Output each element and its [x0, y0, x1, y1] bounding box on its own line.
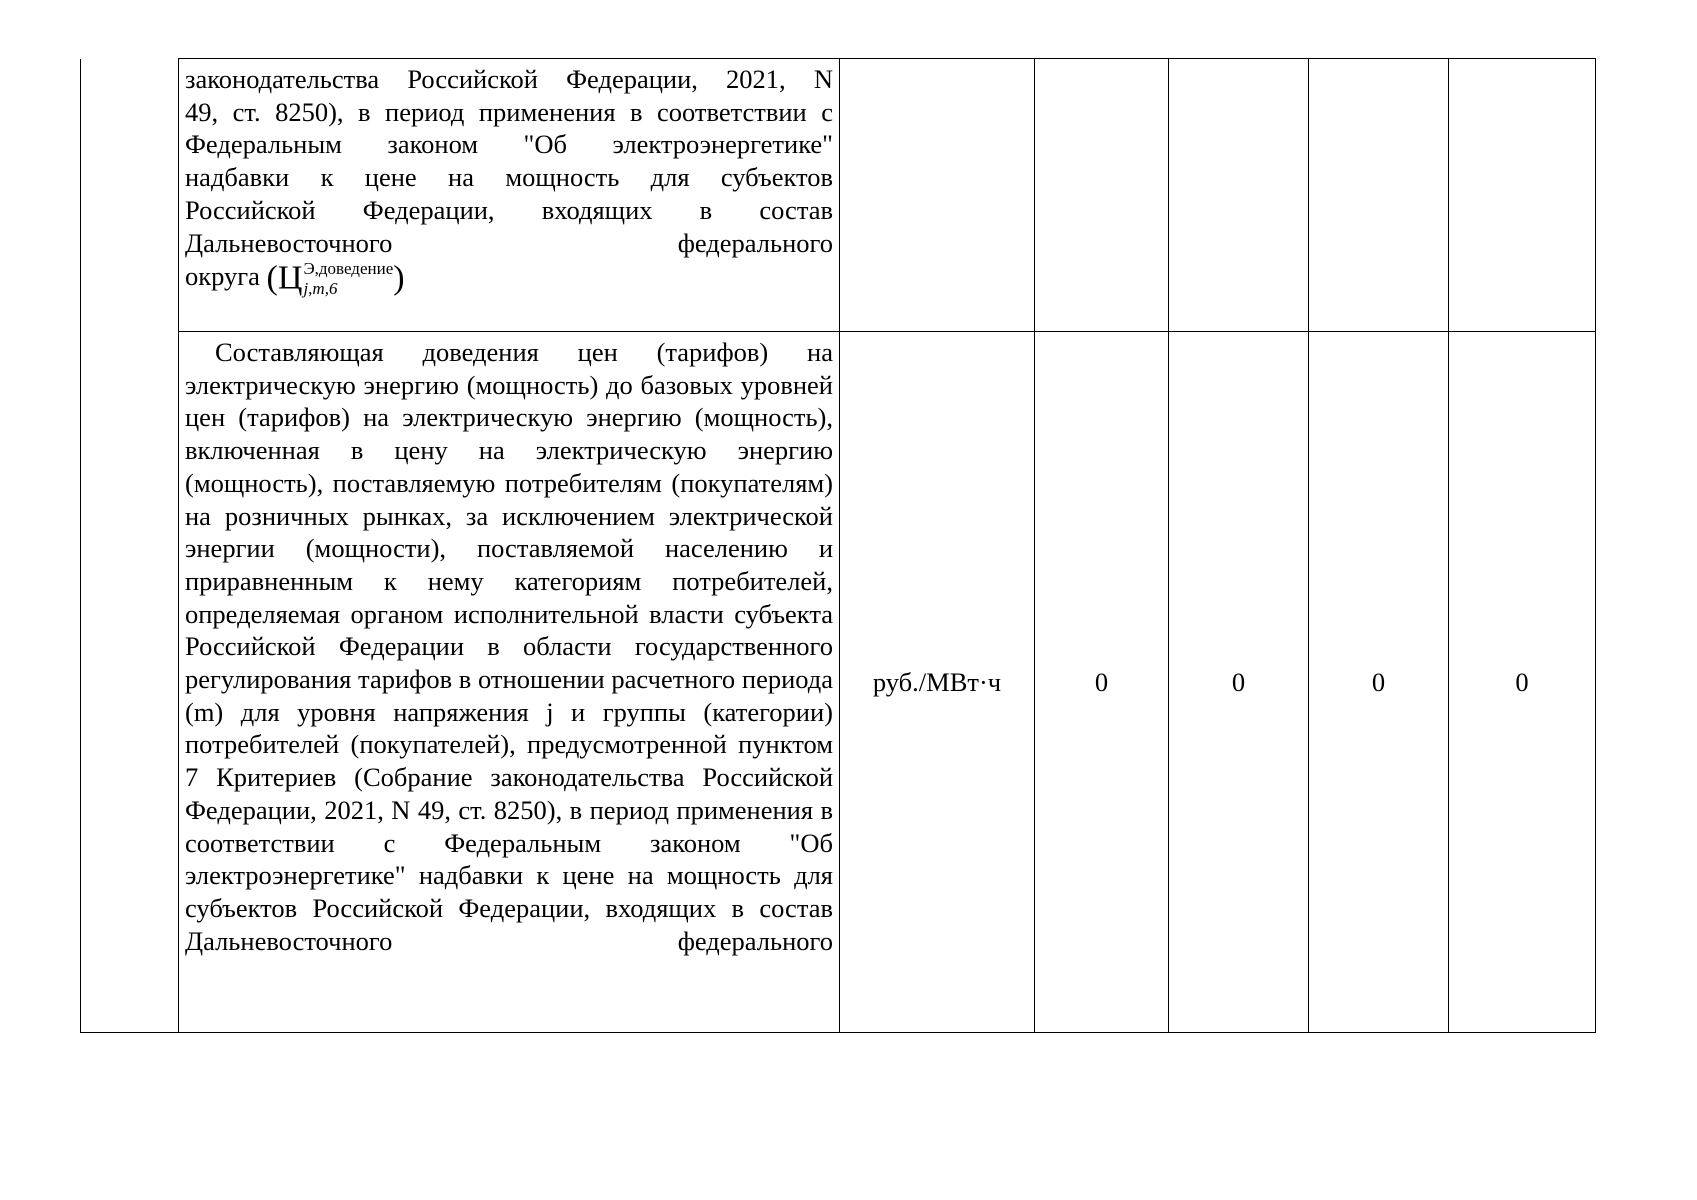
unit-cell — [840, 59, 1035, 332]
value-cell — [1309, 59, 1449, 332]
description-line: Российской Федерации, входящих в состав — [185, 194, 833, 225]
table-row — [81, 59, 1596, 332]
value-cell — [1169, 59, 1309, 332]
value-cell: 0 — [1035, 332, 1169, 1033]
description-line: надбавки к цене на мощность для субъектов — [185, 162, 833, 193]
description-line: Федеральным законом "Об электроэнергетике" — [185, 129, 833, 160]
value-cell: 0 — [1449, 332, 1596, 1033]
description-line: 49, ст. 8250), в период применения в соответствии с — [185, 96, 833, 127]
value-cell: 0 — [1309, 332, 1449, 1033]
formula-subscript: j,m,6 — [303, 279, 338, 299]
description-cell — [179, 59, 840, 332]
value-cell — [1035, 59, 1169, 332]
tariff-formula: (Ц Э,доведение j,m,6 ) — [266, 259, 405, 299]
formula-letter: Ц — [277, 259, 303, 297]
description-text — [179, 332, 839, 957]
formula-superscript: Э,доведение — [303, 259, 394, 279]
description-line: Дальневосточного федерального — [185, 227, 833, 258]
unit-cell: руб./МВт·ч — [840, 332, 1035, 1033]
tariff-table — [80, 58, 1596, 1033]
formula-prefix: округа — [185, 261, 260, 292]
row-number-cell — [81, 59, 179, 1033]
formula-line — [185, 259, 833, 299]
description-paragraph: Составляющая доведения цен (тарифов) на электрическую энергию (мощность) до базовых уровней цен (тарифов) на электрическую энергию (мощность), включенная в цену на электрическую энергию (мощность), поставляемую потребителям (покупателям) на розничных рынках, за исключением электрической энергии (мощности), поставляемой населению и приравненным к нему категориям потребителей, определяемая органом исполнительной власти субъекта Российской Федерации в области государственного регулирования тарифов в отношении расчетного периода (m) для уровня напряжения j и группы (категории) потребителей (покупателей), предусмотренной пунктом 7 Критериев (Собрание законодательства Российской Федерации, 2021, N 49, ст. 8250), в период применения в соответствии с Федеральным законом "Об электроэнергетике" надбавки к цене на мощность для субъектов Российской Федерации, входящих в состав Дальневосточного федерального — [185, 337, 833, 956]
value-cell — [1449, 59, 1596, 332]
value-cell: 0 — [1169, 332, 1309, 1033]
table-row — [81, 332, 1596, 1033]
description-text — [179, 59, 839, 299]
description-line: законодательства Российской Федерации, 2021, N — [185, 64, 833, 94]
description-cell — [179, 332, 840, 1033]
